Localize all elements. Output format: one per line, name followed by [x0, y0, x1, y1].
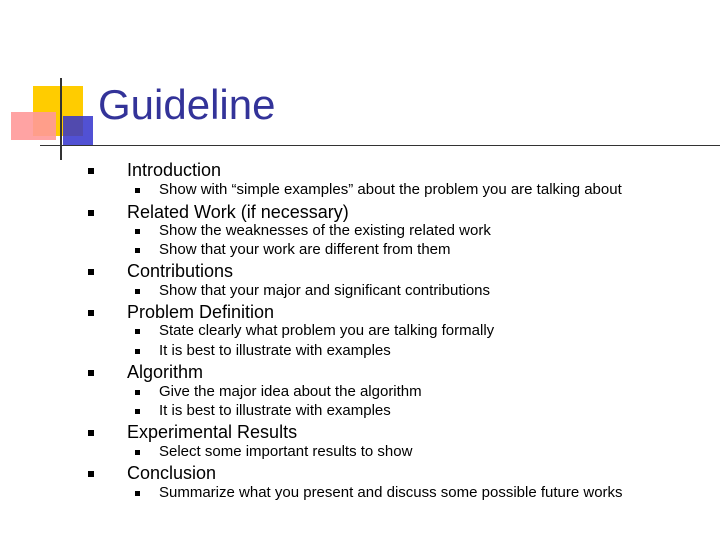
- bullet-square-icon: [135, 409, 140, 414]
- bullet-square-icon: [135, 248, 140, 253]
- bullet-heading: Related Work (if necessary): [127, 202, 349, 222]
- bullet-item-related-work: [127, 202, 349, 222]
- bullet-square-icon: [88, 210, 94, 216]
- bullet-square-icon: [88, 370, 94, 376]
- bullet-square-icon: [135, 329, 140, 334]
- bullet-square-icon: [135, 390, 140, 395]
- bullet-square-icon: [135, 229, 140, 234]
- bullet-square-icon: [135, 450, 140, 455]
- bullet-square-icon: [88, 269, 94, 275]
- bullet-item-problem-definition: [127, 302, 274, 322]
- bullet-heading: Problem Definition: [127, 302, 275, 322]
- bullet-item-algorithm: [127, 362, 203, 382]
- bullet-heading: Algorithm: [127, 362, 204, 382]
- sub-bullet-text: Show that your major and significant contributions: [159, 282, 491, 299]
- sub-bullet-item: [159, 383, 422, 401]
- sub-bullet-item: [159, 402, 391, 420]
- sub-bullet-text: State clearly what problem you are talking formally: [159, 322, 495, 339]
- bullet-heading: Experimental Results: [127, 422, 298, 442]
- sub-bullet-text: It is best to illustrate with examples: [159, 342, 391, 359]
- sub-bullet-item: [159, 443, 412, 461]
- bullet-square-icon: [88, 471, 94, 477]
- sub-bullet-item: [159, 241, 451, 259]
- bullet-item-introduction: [127, 160, 221, 180]
- sub-bullet-item: [159, 322, 494, 340]
- bullet-square-icon: [135, 289, 140, 294]
- sub-bullet-text: It is best to illustrate with examples: [159, 402, 391, 419]
- sub-bullet-item: [159, 181, 622, 199]
- bullet-heading: Contributions: [127, 261, 234, 281]
- bullet-item-conclusion: [127, 463, 216, 483]
- sub-bullet-item: [159, 342, 391, 360]
- title-ornament-vertical-line: [60, 78, 62, 160]
- sub-bullet-text: Summarize what you present and discuss some possible future works: [159, 484, 623, 501]
- bullet-item-experimental-results: [127, 422, 297, 442]
- bullet-square-icon: [88, 168, 94, 174]
- sub-bullet-item: [159, 282, 490, 300]
- title-ornament-pink-square: [11, 112, 56, 140]
- sub-bullet-text: Show with “simple examples” about the problem you are talking about: [159, 181, 622, 198]
- bullet-square-icon: [88, 430, 94, 436]
- sub-bullet-text: Show the weaknesses of the existing related work: [159, 222, 491, 239]
- sub-bullet-text: Select some important results to show: [159, 443, 413, 460]
- bullet-square-icon: [135, 188, 140, 193]
- sub-bullet-item: [159, 484, 623, 502]
- sub-bullet-text: Show that your work are different from them: [159, 241, 451, 258]
- sub-bullet-text: Give the major idea about the algorithm: [159, 383, 422, 400]
- bullet-heading: Introduction: [127, 160, 222, 180]
- bullet-square-icon: [135, 349, 140, 354]
- bullet-square-icon: [88, 310, 94, 316]
- slide-title: Guideline: [98, 81, 276, 128]
- title-divider-line: [40, 145, 720, 146]
- title-ornament-blue-square: [63, 116, 93, 146]
- bullet-heading: Conclusion: [127, 463, 217, 483]
- bullet-item-contributions: [127, 261, 233, 281]
- bullet-square-icon: [135, 491, 140, 496]
- sub-bullet-item: [159, 222, 491, 240]
